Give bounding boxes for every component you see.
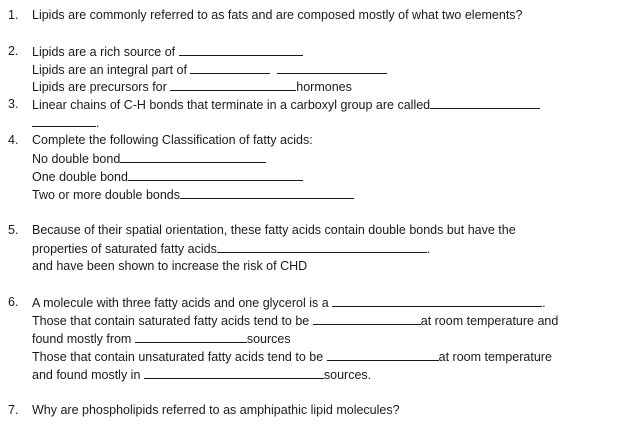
question-text: at room temperature and — [420, 314, 559, 328]
question-text: Why are phospholipids referred to as amphipathic lipid molecules? — [32, 403, 400, 417]
answer-blank[interactable] — [327, 349, 439, 361]
question-text: and found mostly in — [32, 368, 141, 382]
question-text: Lipids are precursors for — [32, 80, 167, 94]
question-text: Lipids are a rich source of — [32, 45, 176, 59]
answer-blank[interactable] — [313, 313, 421, 325]
question-text: . — [96, 116, 100, 130]
answer-blank[interactable] — [179, 44, 303, 56]
answer-blank[interactable] — [170, 79, 296, 91]
answer-blank[interactable] — [277, 62, 387, 74]
question-number: 1. — [8, 8, 19, 22]
question-text: Two or more double bonds — [32, 188, 181, 202]
question-text: and have been shown to increase the risk of CHD — [32, 259, 308, 273]
question-text: . — [542, 296, 546, 310]
question-text: One double bond — [32, 170, 128, 184]
question-text: Because of their spatial orientation, these fatty acids contain double bonds but have the — [32, 223, 516, 237]
answer-blank[interactable] — [180, 187, 354, 199]
question-text: sources — [246, 332, 291, 346]
question-number: 4. — [8, 133, 19, 147]
question-text: . — [426, 242, 431, 256]
answer-blank[interactable] — [128, 169, 303, 181]
answer-blank[interactable] — [144, 367, 324, 379]
answer-blank[interactable] — [190, 62, 270, 74]
answer-blank[interactable] — [217, 241, 427, 253]
question-text: No double bond — [32, 152, 121, 166]
question-text: at room temperature — [438, 350, 552, 364]
question-number: 3. — [8, 97, 19, 111]
question-text: Lipids are commonly referred to as fats and are composed mostly of what two elements? — [32, 8, 523, 22]
question-text: sources. — [323, 368, 372, 382]
question-number: 2. — [8, 44, 19, 58]
question-text: Lipids are an integral part of — [32, 63, 187, 77]
answer-blank[interactable] — [32, 115, 96, 127]
question-text: hormones — [296, 80, 352, 94]
question-number: 7. — [8, 403, 19, 417]
question-text: A molecule with three fatty acids and one glycerol is a — [32, 296, 329, 310]
question-text: Complete the following Classification of fatty acids: — [32, 133, 313, 147]
question-text: Those that contain saturated fatty acids tend to be — [32, 314, 310, 328]
answer-blank[interactable] — [120, 151, 266, 163]
question-text: Linear chains of C-H bonds that terminate in a carboxyl group are called — [32, 98, 431, 112]
question-text: Those that contain unsaturated fatty acids tend to be — [32, 350, 324, 364]
question-number: 5. — [8, 223, 19, 237]
question-text: properties of saturated fatty acids — [32, 242, 217, 256]
answer-blank[interactable] — [135, 331, 247, 343]
question-number: 6. — [8, 295, 19, 309]
answer-blank[interactable] — [332, 295, 542, 307]
question-text: found mostly from — [32, 332, 132, 346]
answer-blank[interactable] — [430, 97, 540, 109]
